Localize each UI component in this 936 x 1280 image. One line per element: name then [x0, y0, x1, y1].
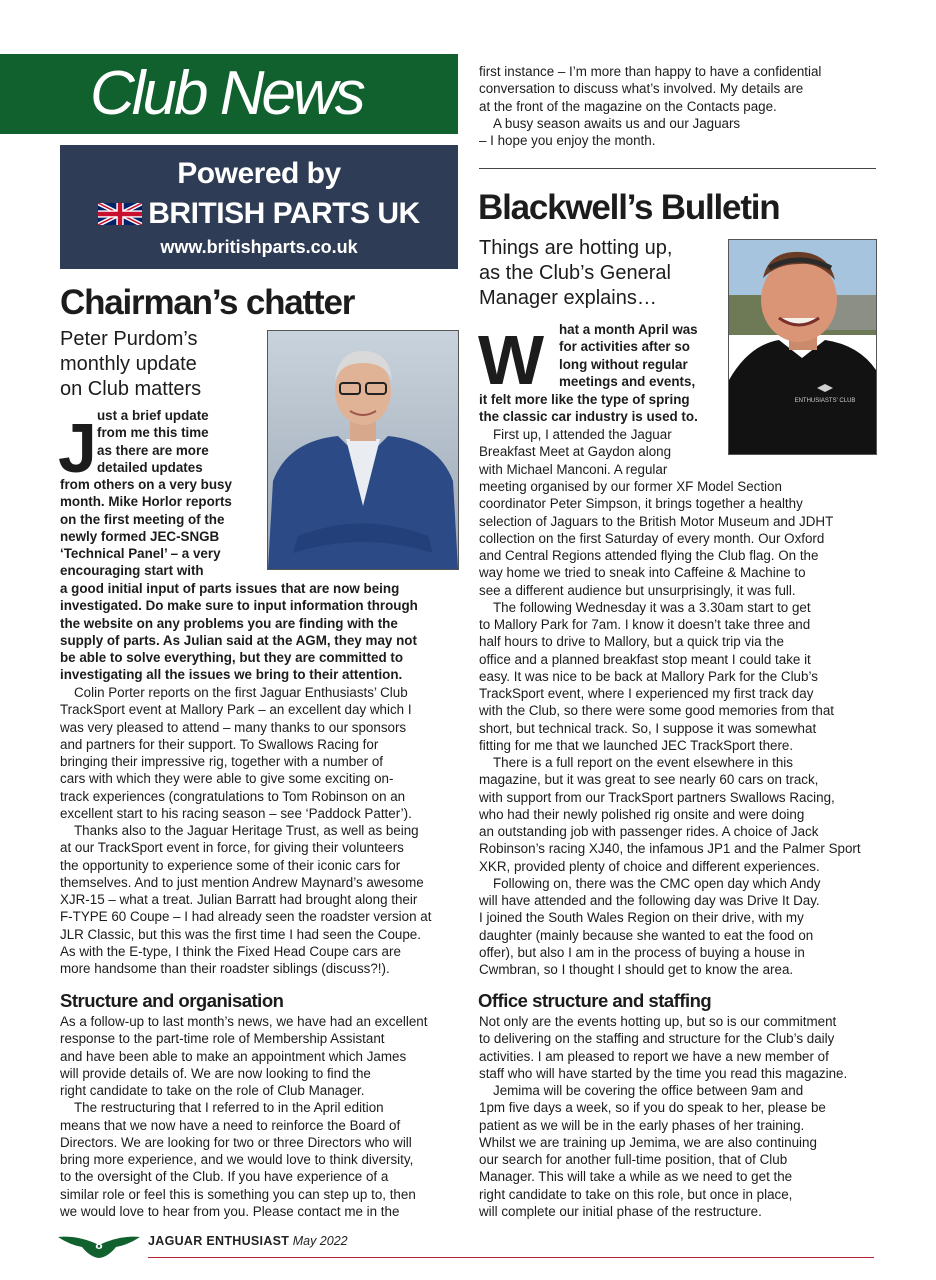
text-line: cars with which they were able to give some exciting on- [60, 771, 394, 787]
text-line: similar role or feel this is something you can step up to, then [60, 1186, 416, 1202]
text-line: bring more experience, and we would love to think diversity, [60, 1152, 414, 1167]
deck-line: Things are hotting up, [479, 237, 673, 259]
sponsor-url: www.britishparts.co.uk [160, 237, 358, 257]
bulletin-heading: Blackwell’s Bulletin [478, 188, 780, 227]
bulletin-drop-cap: W [478, 321, 545, 399]
text-line: First up, I attended the Jaguar [493, 427, 672, 442]
structure-body [60, 1013, 460, 1220]
text-line: see a different audience but unsurprisingly, it was full. [479, 582, 796, 598]
text-line: Robinson’s racing XJ40, the infamous JP1 and the Palmer Sport [479, 841, 861, 857]
deck-line: on Club matters [60, 378, 202, 400]
text-line: will have attended and the following day was Drive It Day. [479, 893, 820, 908]
text-line: excellent start to his racing season – see ‘Paddock Patter’). [60, 805, 412, 821]
text-line: magazine, but it was great to see nearly 60 cars on track, [479, 772, 819, 788]
text-line: offer), but also I am in the process of buying a house in [479, 944, 805, 960]
text-line: I joined the South Wales Region on their drive, with my [479, 910, 804, 926]
text-line: right candidate to take on the role of Club Manager. [60, 1083, 365, 1098]
text-line: A busy season awaits us and our Jaguars [493, 115, 741, 131]
text-line: Breakfast Meet at Gaydon along [479, 444, 672, 460]
sponsor-box [60, 145, 458, 269]
text-line: track experiences (congratulations to Tom Robinson on an [60, 788, 406, 804]
text-line: themselves. And to just mention Andrew Maynard’s awesome [60, 874, 424, 890]
union-jack-icon [98, 202, 142, 226]
text-line: newly formed JEC-SNGB [60, 528, 220, 544]
text-line: meeting organised by our former XF Model Section [479, 479, 782, 494]
text-line: activities. I am pleased to report we have a new member of [479, 1048, 829, 1064]
text-line: hat a month April was [559, 322, 698, 337]
text-line: supply of parts. As Julian said at the AGM, they may not [60, 632, 417, 648]
issue-date: May 2022 [292, 1234, 348, 1248]
shirt-logo-text: ENTHUSIASTS' CLUB [794, 398, 856, 404]
text-line: collection on the first Saturday of every month. Our Oxford [479, 530, 825, 546]
office-heading: Office structure and staffing [478, 990, 712, 1011]
text-line: long without regular [559, 356, 688, 372]
sponsor-brand [60, 197, 458, 231]
page-number: 8 [95, 1237, 103, 1252]
text-line: means that we now have a need to reinforce the Board of [60, 1117, 401, 1133]
text-line: and Central Regions attended flying the Club flag. On the [479, 548, 819, 563]
text-line: month. Mike Horlor reports [60, 494, 232, 510]
text-line: it felt more like the type of spring [479, 392, 690, 407]
footer-rule [148, 1257, 874, 1258]
text-line: F-TYPE 60 Coupe – I had already seen the roadster version at [60, 909, 432, 925]
text-line: more handsome than their roadster siblings (discuss?!). [60, 961, 390, 976]
text-line: as there are more [97, 442, 209, 458]
text-line: from others on a very busy [60, 477, 232, 492]
text-line: Whilst we are training up Jemima, we are also continuing [479, 1134, 817, 1150]
deck-line: Peter Purdom’s [60, 328, 198, 350]
bulletin-intro-full [479, 391, 724, 426]
text-line: we would love to hear from you. Please contact me in the [60, 1203, 400, 1219]
magazine-name: JAGUAR ENTHUSIAST [148, 1234, 290, 1248]
continuation-text [479, 63, 879, 149]
text-line: staff who will have started by the time you read this magazine. [479, 1065, 848, 1081]
text-line: detailed updates [97, 459, 203, 475]
text-line: Jemima will be covering the office between 9am and [493, 1083, 804, 1098]
text-line: patient as we will be in the early phases of her training. [479, 1117, 805, 1133]
text-line: 1pm five days a week, so if you do speak to her, please be [479, 1100, 826, 1116]
text-line: Manager. This will take a while as we need to get the [479, 1169, 793, 1185]
text-line: for activities after so [559, 339, 690, 355]
text-line: who had their newly polished rig onsite and were doing [479, 806, 805, 822]
text-line: our search for another full-time position, that of Club [479, 1152, 788, 1167]
text-line: with the Club, so there were some good memories from that [479, 703, 835, 719]
chairman-photo [267, 330, 459, 570]
text-line: XJR-15 – what a treat. Julian Barratt had brought along their [60, 892, 418, 907]
deck-line: monthly update [60, 353, 197, 375]
text-line: with Michael Manconi. A regular [479, 461, 668, 477]
bulletin-photo [728, 239, 877, 455]
text-line: to delivering on the staffing and structure for the Club’s daily [479, 1031, 835, 1047]
text-line: way home we tried to sneak into Caffeine & Machine to [479, 565, 806, 581]
text-line: XKR, provided plenty of choice and different experiences. [479, 858, 820, 874]
text-line: Directors. We are looking for two or three Directors who will [60, 1134, 412, 1150]
text-line: the website on any problems you are finding with the [60, 615, 398, 631]
text-line: Not only are the events hotting up, but so is our commitment [479, 1014, 837, 1029]
text-line: TrackSport event, where I experienced my first track day [479, 686, 814, 701]
text-line: at the front of the magazine on the Contacts page. [479, 98, 777, 114]
text-line: half hours to drive to Mallory, but a quick trip via the [479, 634, 784, 650]
text-line: The following Wednesday it was a 3.30am start to get [493, 599, 811, 615]
text-line: meetings and events, [559, 373, 696, 389]
text-line: Cwmbran, so I thought I should get to know the area. [479, 962, 794, 977]
text-line: conversation to discuss what’s involved. My details are [479, 81, 804, 97]
chairman-heading: Chairman’s chatter [60, 283, 355, 322]
text-line: with support from our TrackSport partners Swallows Racing, [479, 789, 835, 805]
text-line: The restructuring that I referred to in the April edition [74, 1100, 384, 1116]
text-line: Thanks also to the Jaguar Heritage Trust, as well as being [74, 823, 419, 838]
text-line: at our TrackSport event in force, for giving their volunteers [60, 840, 404, 856]
text-line: short, but technical track. So, I suppose it was somewhat [479, 720, 817, 736]
text-line: bringing their impressive rig, together with a number of [60, 754, 384, 769]
text-line: selection of Jaguars to the British Motor Museum and JDHT [479, 513, 834, 529]
chairman-intro-narrow [97, 407, 262, 476]
text-line: to the oversight of the Club. If you have experience of a [60, 1169, 389, 1185]
text-line: the opportunity to experience some of their iconic cars for [60, 857, 401, 873]
text-line: TrackSport event at Mallory Park – an excellent day which I [60, 702, 412, 718]
text-line: be able to solve everything, but they are committed to [60, 650, 404, 665]
text-line: There is a full report on the event elsewhere in this [493, 755, 793, 770]
chairman-drop-cap: J [58, 409, 97, 487]
text-line: first instance – I’m more than happy to have a confidential [479, 64, 822, 79]
text-line: a good initial input of parts issues that are now being [60, 581, 400, 596]
text-line: will complete our initial phase of the restructure. [479, 1203, 762, 1219]
text-line: and have been able to make an appointment which James [60, 1048, 407, 1064]
chairman-deck [60, 327, 260, 402]
text-line: on the first meeting of the [60, 511, 225, 527]
text-line: – I hope you enjoy the month. [479, 133, 656, 148]
text-line: to Mallory Park for 7am. I know it doesn’t take three and [479, 617, 811, 632]
portrait-illustration [268, 331, 458, 569]
text-line: office and a planned breakfast stop meant I could take it [479, 651, 811, 667]
text-line: will provide details of. We are now looking to find the [60, 1065, 371, 1081]
footer-masthead [148, 1234, 348, 1248]
text-line: As with the E-type, I think the Fixed Head Coupe cars are [60, 943, 401, 959]
bulletin-body [479, 478, 879, 978]
text-line: coordinator Peter Simpson, it brings together a healthy [479, 496, 803, 512]
text-line: response to the part-time role of Membership Assistant [60, 1031, 385, 1047]
text-line: and partners for their support. To Swallows Racing for [60, 736, 379, 752]
portrait-illustration [729, 240, 876, 454]
text-line: easy. It was nice to be back at Mallory Park for the Club’s [479, 668, 818, 684]
bulletin-deck [479, 236, 719, 311]
text-line: was very pleased to attend – many thanks to our sponsors [60, 719, 407, 735]
text-line: ‘Technical Panel’ – a very [60, 546, 221, 561]
bulletin-p1-narrow [479, 426, 724, 478]
text-line: ust a brief update [97, 408, 209, 423]
chairman-body [60, 684, 460, 977]
text-line: Colin Porter reports on the first Jaguar Enthusiasts’ Club [74, 685, 408, 700]
text-line: As a follow-up to last month’s news, we have had an excellent [60, 1014, 428, 1029]
text-line: daughter (mainly because she wanted to eat the food on [479, 927, 814, 943]
text-line: fitting for me that we launched JEC TrackSport there. [479, 737, 794, 753]
section-title: Club News [90, 59, 363, 128]
sponsor-powered-by: Powered by [177, 157, 341, 190]
sponsor-brand-text: BRITISH PARTS UK [148, 197, 420, 230]
text-line: from me this time [97, 425, 209, 441]
chairman-intro-full [60, 580, 460, 684]
deck-line: Manager explains… [479, 287, 657, 309]
text-line: an outstanding job with passenger rides. A choice of Jack [479, 824, 819, 839]
section-divider [479, 168, 876, 169]
text-line: encouraging start with [60, 563, 204, 579]
chairman-intro-wrap [60, 476, 264, 580]
office-body [479, 1013, 879, 1220]
text-line: Following on, there was the CMC open day which Andy [493, 875, 821, 891]
bulletin-intro-narrow [559, 321, 724, 390]
text-line: investigating all the issues we bring to their attention. [60, 667, 403, 683]
text-line: investigated. Do make sure to input information through [60, 598, 418, 614]
text-line: the classic car industry is used to. [479, 409, 698, 425]
structure-heading: Structure and organisation [60, 990, 284, 1011]
deck-line: as the Club’s General [479, 262, 671, 284]
text-line: right candidate to take on this role, but once in place, [479, 1186, 793, 1202]
text-line: JLR Classic, but this was the first time I had seen the Coupe. [60, 926, 421, 942]
